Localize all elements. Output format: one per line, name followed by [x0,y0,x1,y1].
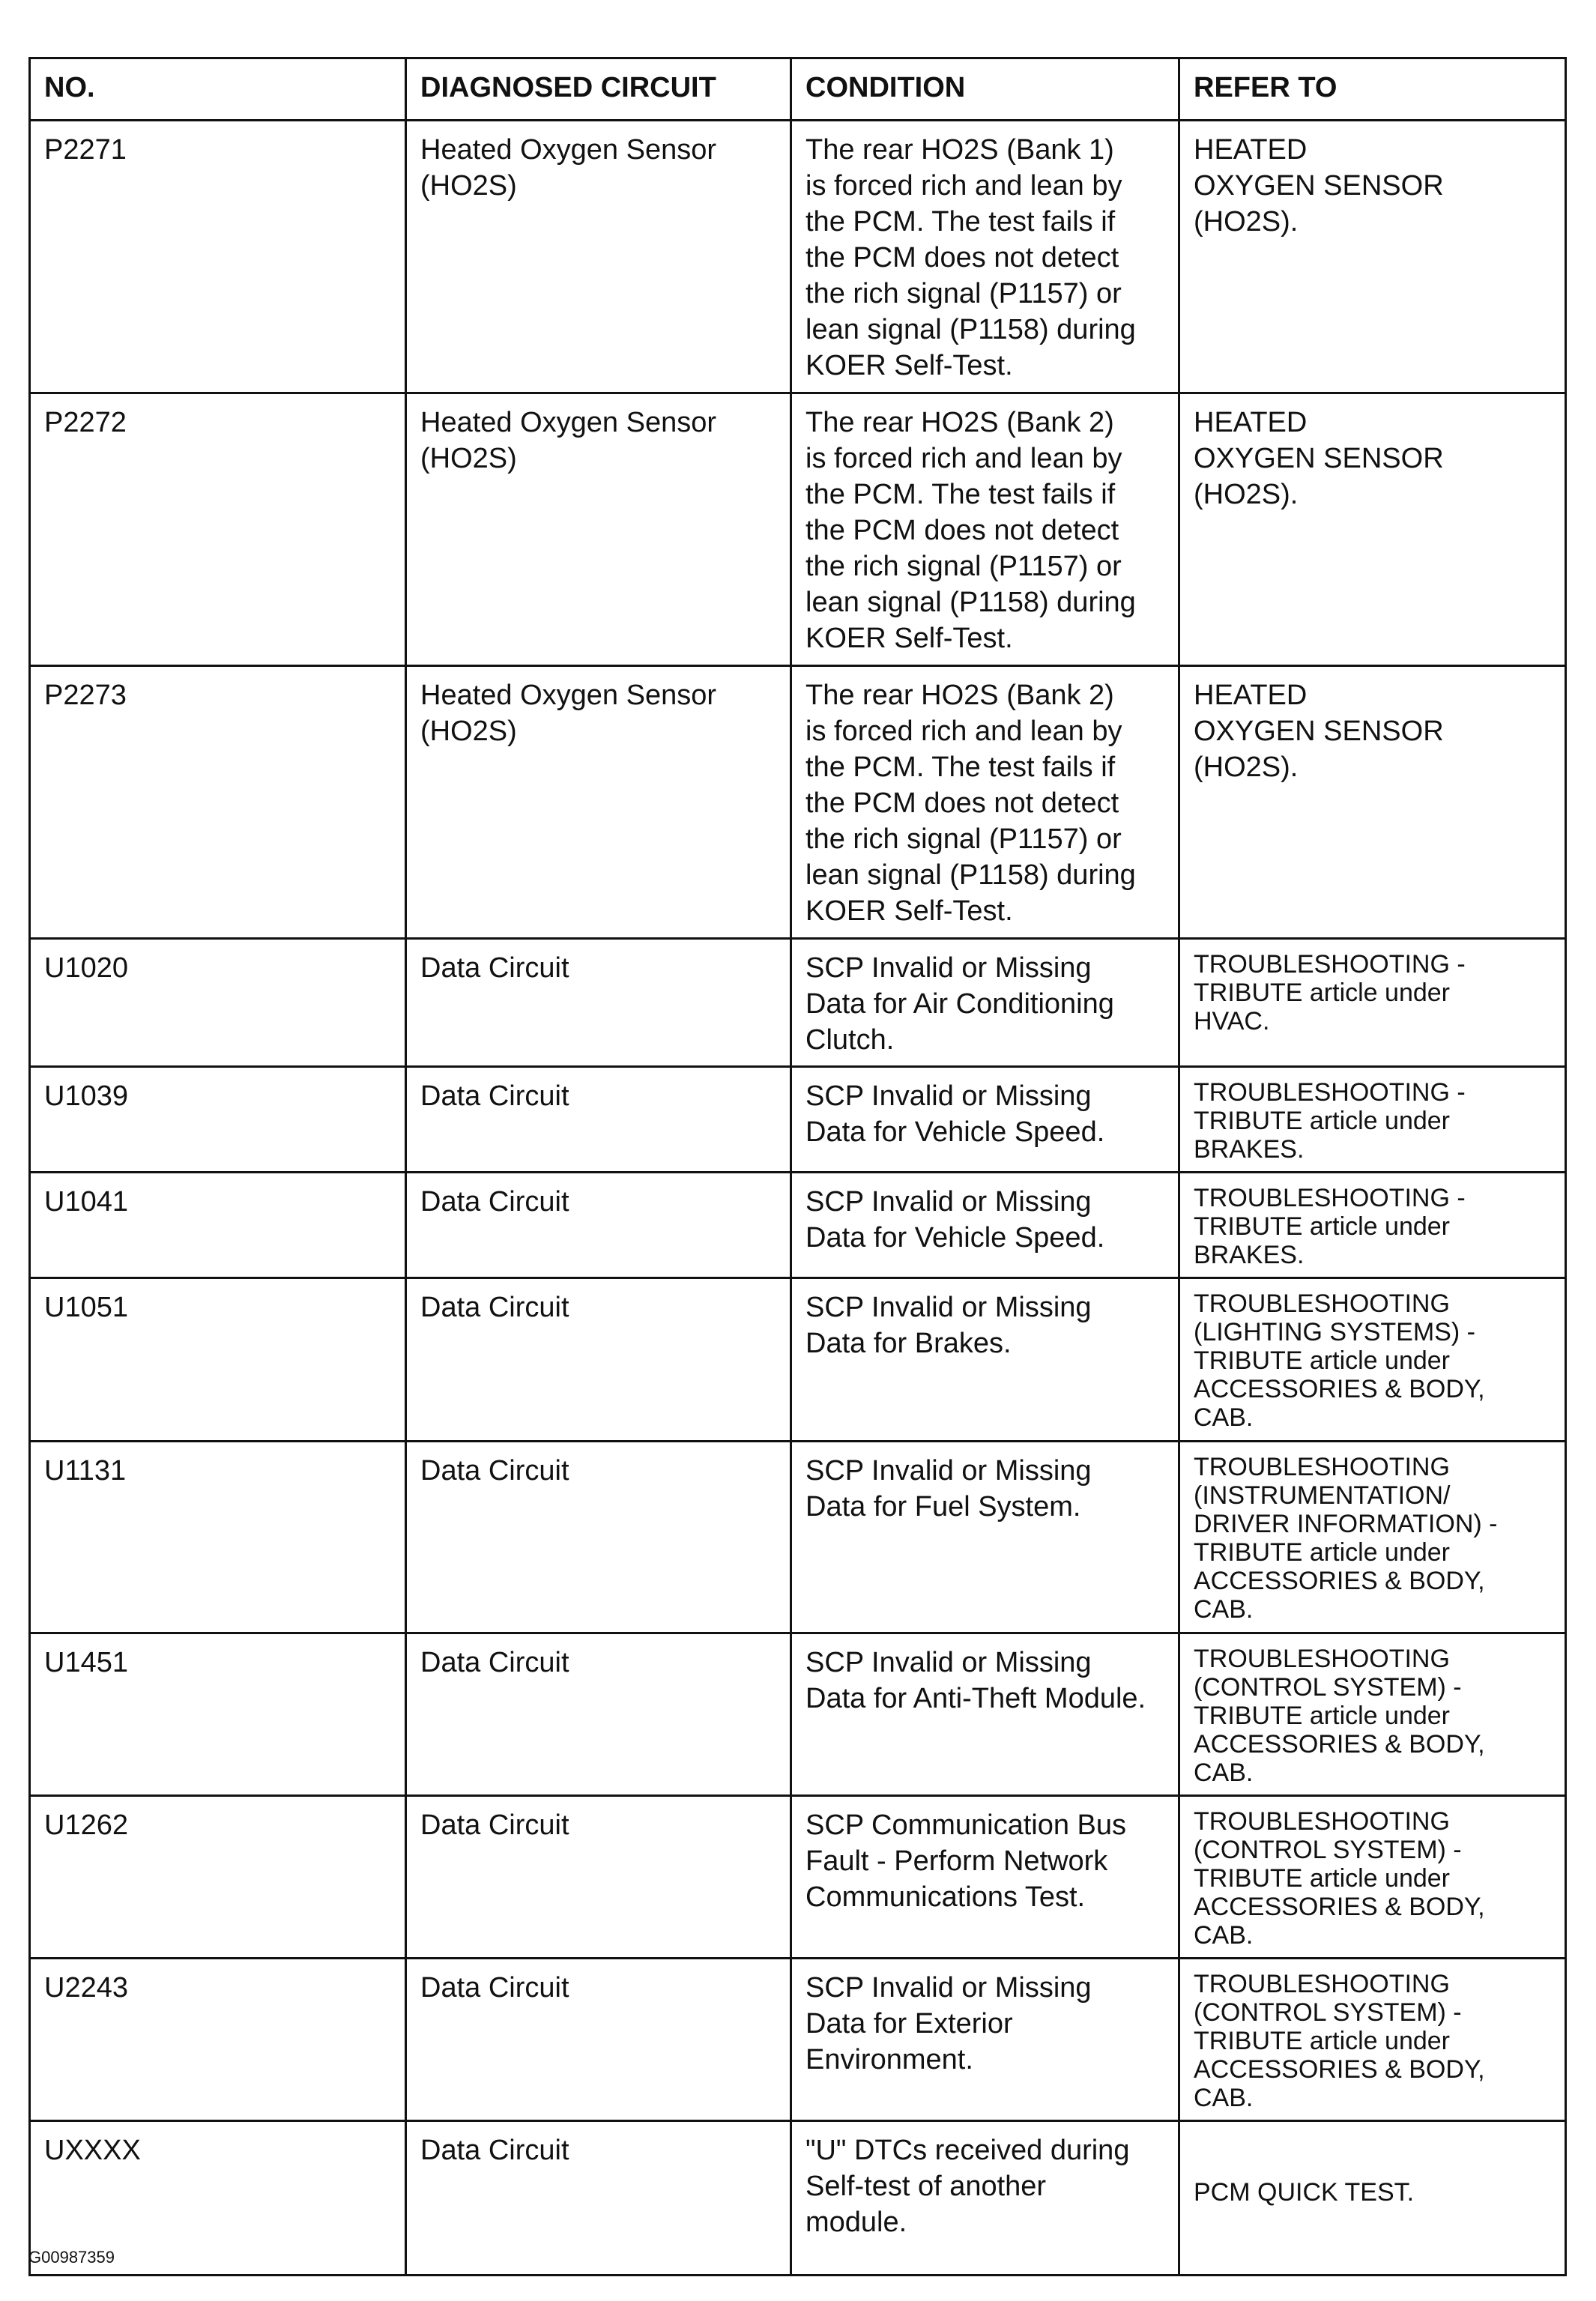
header-refer-to: REFER TO [1179,58,1566,121]
dtc-code: U1131 [30,1442,406,1633]
diagnosed-circuit: Heated Oxygen Sensor (HO2S) [406,393,791,666]
table-row [30,1067,1566,1173]
table-row [30,939,1566,1067]
table-row [30,1959,1566,2121]
refer-to: TROUBLESHOOTING - TRIBUTE article under HVAC. [1179,939,1566,1067]
dtc-code: P2273 [30,666,406,939]
refer-to: TROUBLESHOOTING - TRIBUTE article under BRAKES. [1179,1067,1566,1173]
dtc-code: U1041 [30,1173,406,1278]
refer-to: TROUBLESHOOTING (CONTROL SYSTEM) - TRIBUTE article under ACCESSORIES & BODY, CAB. [1179,1959,1566,2121]
diagnosed-circuit: Data Circuit [406,1633,791,1796]
refer-to: PCM QUICK TEST. [1179,2121,1566,2276]
condition: SCP Invalid or Missing Data for Anti-Theft Module. [791,1633,1179,1796]
refer-to: TROUBLESHOOTING - TRIBUTE article under BRAKES. [1179,1173,1566,1278]
condition: SCP Invalid or Missing Data for Fuel System. [791,1442,1179,1633]
condition: SCP Communication Bus Fault - Perform Network Communications Test. [791,1796,1179,1959]
header-diagnosed-circuit: DIAGNOSED CIRCUIT [406,58,791,121]
diagnosed-circuit: Data Circuit [406,1959,791,2121]
header-row [30,58,1566,121]
dtc-code: UXXXX [30,2121,406,2276]
condition: SCP Invalid or Missing Data for Exterior Environment. [791,1959,1179,2121]
refer-to: HEATED OXYGEN SENSOR (HO2S). [1179,393,1566,666]
diagnosed-circuit: Data Circuit [406,1067,791,1173]
dtc-code: U1262 [30,1796,406,1959]
refer-to: TROUBLESHOOTING (INSTRUMENTATION/ DRIVER INFORMATION) - TRIBUTE article under ACCESSORIES & BODY, CAB. [1179,1442,1566,1633]
refer-to: TROUBLESHOOTING (CONTROL SYSTEM) - TRIBUTE article under ACCESSORIES & BODY, CAB. [1179,1796,1566,1959]
table-row [30,1796,1566,1959]
table-row [30,121,1566,393]
table-row [30,1173,1566,1278]
refer-to: HEATED OXYGEN SENSOR (HO2S). [1179,121,1566,393]
dtc-code: U1051 [30,1278,406,1442]
table-row [30,1633,1566,1796]
condition: SCP Invalid or Missing Data for Brakes. [791,1278,1179,1442]
diagnosed-circuit: Data Circuit [406,1796,791,1959]
condition: "U" DTCs received during Self-test of another module. [791,2121,1179,2276]
refer-to: HEATED OXYGEN SENSOR (HO2S). [1179,666,1566,939]
dtc-code: U1020 [30,939,406,1067]
refer-to: TROUBLESHOOTING (LIGHTING SYSTEMS) - TRIBUTE article under ACCESSORIES & BODY, CAB. [1179,1278,1566,1442]
table-row [30,666,1566,939]
dtc-code: U1039 [30,1067,406,1173]
header-no: NO. [30,58,406,121]
diagnosed-circuit: Data Circuit [406,1173,791,1278]
table-row [30,1442,1566,1633]
table-row [30,393,1566,666]
condition: The rear HO2S (Bank 2) is forced rich and lean by the PCM. The test fails if the PCM does not detect the rich signal (P1157) or lean signal (P1158) during KOER Self-Test. [791,666,1179,939]
table-row [30,2121,1566,2276]
header-condition: CONDITION [791,58,1179,121]
dtc-table [28,57,1567,2276]
diagnosed-circuit: Heated Oxygen Sensor (HO2S) [406,121,791,393]
condition: SCP Invalid or Missing Data for Vehicle Speed. [791,1067,1179,1173]
dtc-code: U2243 [30,1959,406,2121]
diagnosed-circuit: Data Circuit [406,1442,791,1633]
refer-to: TROUBLESHOOTING (CONTROL SYSTEM) - TRIBUTE article under ACCESSORIES & BODY, CAB. [1179,1633,1566,1796]
diagnosed-circuit: Data Circuit [406,2121,791,2276]
table-row [30,1278,1566,1442]
figure-id: G00987359 [28,2248,115,2267]
condition: SCP Invalid or Missing Data for Air Conditioning Clutch. [791,939,1179,1067]
dtc-code: U1451 [30,1633,406,1796]
diagnosed-circuit: Heated Oxygen Sensor (HO2S) [406,666,791,939]
dtc-code: P2271 [30,121,406,393]
condition: The rear HO2S (Bank 2) is forced rich and lean by the PCM. The test fails if the PCM does not detect the rich signal (P1157) or lean signal (P1158) during KOER Self-Test. [791,393,1179,666]
diagnosed-circuit: Data Circuit [406,939,791,1067]
condition: The rear HO2S (Bank 1) is forced rich and lean by the PCM. The test fails if the PCM does not detect the rich signal (P1157) or lean signal (P1158) during KOER Self-Test. [791,121,1179,393]
diagnosed-circuit: Data Circuit [406,1278,791,1442]
dtc-code: P2272 [30,393,406,666]
condition: SCP Invalid or Missing Data for Vehicle Speed. [791,1173,1179,1278]
